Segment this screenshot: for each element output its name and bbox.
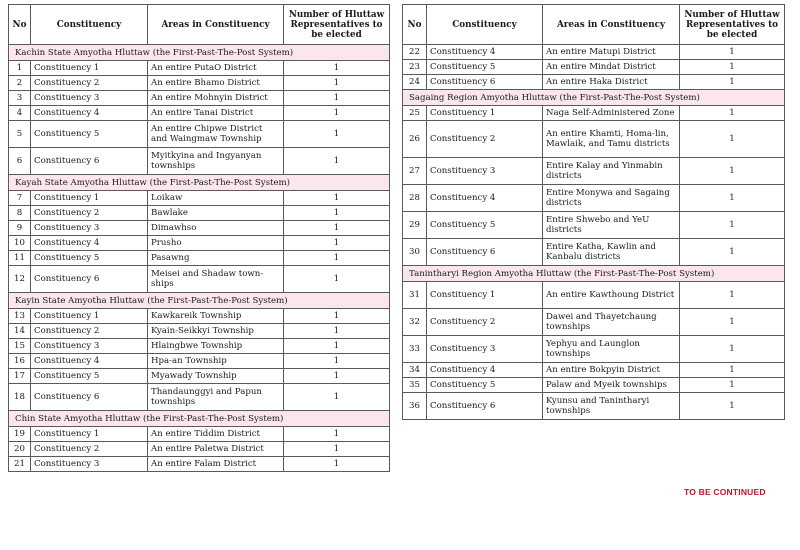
row-number: 31 [403,282,427,309]
representatives-count: 1 [284,221,390,236]
constituency-name: Constituency 4 [427,185,543,212]
table-row [9,121,390,148]
row-number: 35 [403,378,427,393]
areas-in-constituency: Bawlake [148,206,284,221]
constituency-name: Constituency 3 [427,336,543,363]
areas-in-constituency: An entire Chipwe District and Waingmaw Township [148,121,284,148]
table-row [403,158,785,185]
table-row [9,61,390,76]
row-number: 18 [9,384,31,411]
header-areas: Areas in Constituency [148,5,284,45]
row-number: 11 [9,251,31,266]
table-row [9,442,390,457]
areas-in-constituency: Entire Monywa and Sagaing districts [543,185,680,212]
constituency-name: Constituency 4 [427,45,543,60]
table-header-row [403,5,785,45]
row-number: 2 [9,76,31,91]
to-be-continued-note: TO BE CONTINUED [684,487,766,497]
constituency-name: Constituency 5 [427,378,543,393]
constituency-name: Constituency 5 [31,121,148,148]
areas-in-constituency: Dawei and Thayetchaung townships [543,309,680,336]
areas-in-constituency: An entire Kawthoung District [543,282,680,309]
areas-in-constituency: Dimawhso [148,221,284,236]
row-number: 14 [9,324,31,339]
representatives-count: 1 [284,324,390,339]
row-number: 1 [9,61,31,76]
representatives-count: 1 [284,384,390,411]
areas-in-constituency: Loikaw [148,191,284,206]
row-number: 10 [9,236,31,251]
representatives-count: 1 [680,393,785,420]
row-number: 32 [403,309,427,336]
representatives-count: 1 [680,212,785,239]
areas-in-constituency: An entire Haka District [543,75,680,90]
representatives-count: 1 [680,106,785,121]
representatives-count: 1 [284,206,390,221]
row-number: 23 [403,60,427,75]
constituency-name: Constituency 5 [31,251,148,266]
representatives-count: 1 [680,336,785,363]
constituency-name: Constituency 2 [31,76,148,91]
row-number: 29 [403,212,427,239]
row-number: 7 [9,191,31,206]
representatives-count: 1 [284,251,390,266]
header-reps: Number of Hluttaw Representatives to be elected [284,5,390,45]
constituency-name: Constituency 2 [427,309,543,336]
row-number: 15 [9,339,31,354]
row-number: 3 [9,91,31,106]
representatives-count: 1 [284,236,390,251]
constituency-name: Constituency 6 [31,384,148,411]
constituency-name: Constituency 4 [31,236,148,251]
table-row [9,427,390,442]
table-body [9,45,390,472]
row-number: 20 [9,442,31,457]
constituency-name: Constituency 1 [31,309,148,324]
row-number: 9 [9,221,31,236]
constituency-name: Constituency 5 [31,369,148,384]
areas-in-constituency: Kawkareik Township [148,309,284,324]
table-row [9,324,390,339]
areas-in-constituency: An entire Tanai District [148,106,284,121]
table-row [403,212,785,239]
section-title: Kachin State Amyotha Hluttaw (the First-Past-The-Post System) [9,45,390,61]
header-reps: Number of Hluttaw Representatives to be elected [680,5,785,45]
row-number: 13 [9,309,31,324]
constituency-name: Constituency 3 [31,91,148,106]
constituency-name: Constituency 2 [31,206,148,221]
areas-in-constituency: Myawady Township [148,369,284,384]
table-row [9,91,390,106]
table-row [403,336,785,363]
representatives-count: 1 [680,60,785,75]
areas-in-constituency: Naga Self-Administered Zone [543,106,680,121]
representatives-count: 1 [680,239,785,266]
constituency-name: Constituency 6 [427,239,543,266]
table-row [403,282,785,309]
section-header-row [9,45,390,61]
representatives-count: 1 [284,61,390,76]
row-number: 33 [403,336,427,363]
areas-in-constituency: An entire Mindat District [543,60,680,75]
constituency-name: Constituency 2 [427,121,543,158]
row-number: 34 [403,363,427,378]
areas-in-constituency: Entire Katha, Kawlin and Kanbalu districts [543,239,680,266]
areas-in-constituency: An entire Mohnyin District [148,91,284,106]
table-row [9,191,390,206]
areas-in-constituency: Palaw and Myeik townships [543,378,680,393]
table-row [403,393,785,420]
table-row [403,60,785,75]
representatives-count: 1 [284,266,390,293]
representatives-count: 1 [680,45,785,60]
areas-in-constituency: Pasawng [148,251,284,266]
constituency-name: Constituency 4 [31,354,148,369]
row-number: 5 [9,121,31,148]
row-number: 4 [9,106,31,121]
areas-in-constituency: Thandaunggyi and Papun townships [148,384,284,411]
section-header-row [403,266,785,282]
section-title: Sagaing Region Amyotha Hluttaw (the First-Past-The-Post System) [403,90,785,106]
constituency-name: Constituency 4 [427,363,543,378]
areas-in-constituency: Yephyu and Launglon townships [543,336,680,363]
section-title: Kayah State Amyotha Hluttaw (the First-Past-The-Post System) [9,175,390,191]
table-row [9,221,390,236]
areas-in-constituency: Hpa-an Township [148,354,284,369]
section-title: Tanintharyi Region Amyotha Hluttaw (the First-Past-The-Post System) [403,266,785,282]
table-row [403,185,785,212]
representatives-count: 1 [284,121,390,148]
constituency-table-right [402,4,785,420]
areas-in-constituency: Entire Shwebo and YeU districts [543,212,680,239]
constituency-name: Constituency 1 [31,427,148,442]
row-number: 36 [403,393,427,420]
header-no: No [9,5,31,45]
row-number: 28 [403,185,427,212]
row-number: 12 [9,266,31,293]
constituency-table-left [8,4,390,472]
representatives-count: 1 [680,363,785,378]
representatives-count: 1 [284,339,390,354]
constituency-name: Constituency 6 [31,266,148,293]
constituency-name: Constituency 6 [427,75,543,90]
row-number: 21 [9,457,31,472]
row-number: 30 [403,239,427,266]
table-row [403,378,785,393]
areas-in-constituency: An entire Bokpyin District [543,363,680,378]
areas-in-constituency: An entire Falam District [148,457,284,472]
representatives-count: 1 [680,158,785,185]
table-row [9,457,390,472]
constituency-name: Constituency 5 [427,60,543,75]
table-row [9,309,390,324]
areas-in-constituency: An entire Matupi District [543,45,680,60]
constituency-name: Constituency 4 [31,106,148,121]
areas-in-constituency: Prusho [148,236,284,251]
table-row [403,239,785,266]
representatives-count: 1 [284,369,390,384]
table-row [9,236,390,251]
row-number: 16 [9,354,31,369]
representatives-count: 1 [680,185,785,212]
representatives-count: 1 [284,354,390,369]
row-number: 27 [403,158,427,185]
header-constituency: Constituency [427,5,543,45]
representatives-count: 1 [680,121,785,158]
representatives-count: 1 [284,427,390,442]
table-row [403,309,785,336]
representatives-count: 1 [680,309,785,336]
representatives-count: 1 [284,309,390,324]
constituency-name: Constituency 5 [427,212,543,239]
table-row [9,266,390,293]
constituency-name: Constituency 3 [427,158,543,185]
areas-in-constituency: Kyunsu and Tanintharyi townships [543,393,680,420]
section-header-row [403,90,785,106]
constituency-name: Constituency 6 [427,393,543,420]
areas-in-constituency: An entire Tiddim District [148,427,284,442]
table-row [403,106,785,121]
row-number: 6 [9,148,31,175]
representatives-count: 1 [680,75,785,90]
constituency-name: Constituency 3 [31,339,148,354]
table-row [9,76,390,91]
table-row [9,148,390,175]
areas-in-constituency: Myitkyina and Ingyanyan townships [148,148,284,175]
representatives-count: 1 [284,191,390,206]
table-row [9,339,390,354]
table-row [9,106,390,121]
row-number: 8 [9,206,31,221]
areas-in-constituency: An entire Khamti, Homa-lin, Mawlaik, and Tamu districts [543,121,680,158]
row-number: 25 [403,106,427,121]
table-row [9,206,390,221]
constituency-name: Constituency 1 [427,282,543,309]
constituency-name: Constituency 1 [31,61,148,76]
representatives-count: 1 [284,442,390,457]
areas-in-constituency: Entire Kalay and Yinmabin districts [543,158,680,185]
representatives-count: 1 [284,148,390,175]
representatives-count: 1 [284,76,390,91]
constituency-name: Constituency 2 [31,324,148,339]
header-constituency: Constituency [31,5,148,45]
table-row [9,354,390,369]
table-body [403,45,785,420]
section-title: Kayin State Amyotha Hluttaw (the First-Past-The-Post System) [9,293,390,309]
table-row [403,45,785,60]
constituency-name: Constituency 3 [31,221,148,236]
header-no: No [403,5,427,45]
areas-in-constituency: Meisei and Shadaw town-ships [148,266,284,293]
section-title: Chin State Amyotha Hluttaw (the First-Past-The-Post System) [9,411,390,427]
representatives-count: 1 [284,106,390,121]
table-row [403,75,785,90]
constituency-name: Constituency 3 [31,457,148,472]
constituency-name: Constituency 1 [31,191,148,206]
header-areas: Areas in Constituency [543,5,680,45]
areas-in-constituency: An entire Paletwa District [148,442,284,457]
areas-in-constituency: Hlaingbwe Township [148,339,284,354]
section-header-row [9,293,390,309]
section-header-row [9,411,390,427]
section-header-row [9,175,390,191]
representatives-count: 1 [680,282,785,309]
table-row [9,369,390,384]
constituency-name: Constituency 6 [31,148,148,175]
representatives-count: 1 [680,378,785,393]
areas-in-constituency: An entire Bhamo District [148,76,284,91]
representatives-count: 1 [284,91,390,106]
table-row [9,384,390,411]
row-number: 22 [403,45,427,60]
row-number: 26 [403,121,427,158]
table-row [403,363,785,378]
row-number: 17 [9,369,31,384]
table-row [9,251,390,266]
table-header-row [9,5,390,45]
row-number: 24 [403,75,427,90]
constituency-name: Constituency 1 [427,106,543,121]
constituency-name: Constituency 2 [31,442,148,457]
table-row [403,121,785,158]
row-number: 19 [9,427,31,442]
representatives-count: 1 [284,457,390,472]
areas-in-constituency: Kyain-Seikkyi Township [148,324,284,339]
areas-in-constituency: An entire PutaO District [148,61,284,76]
